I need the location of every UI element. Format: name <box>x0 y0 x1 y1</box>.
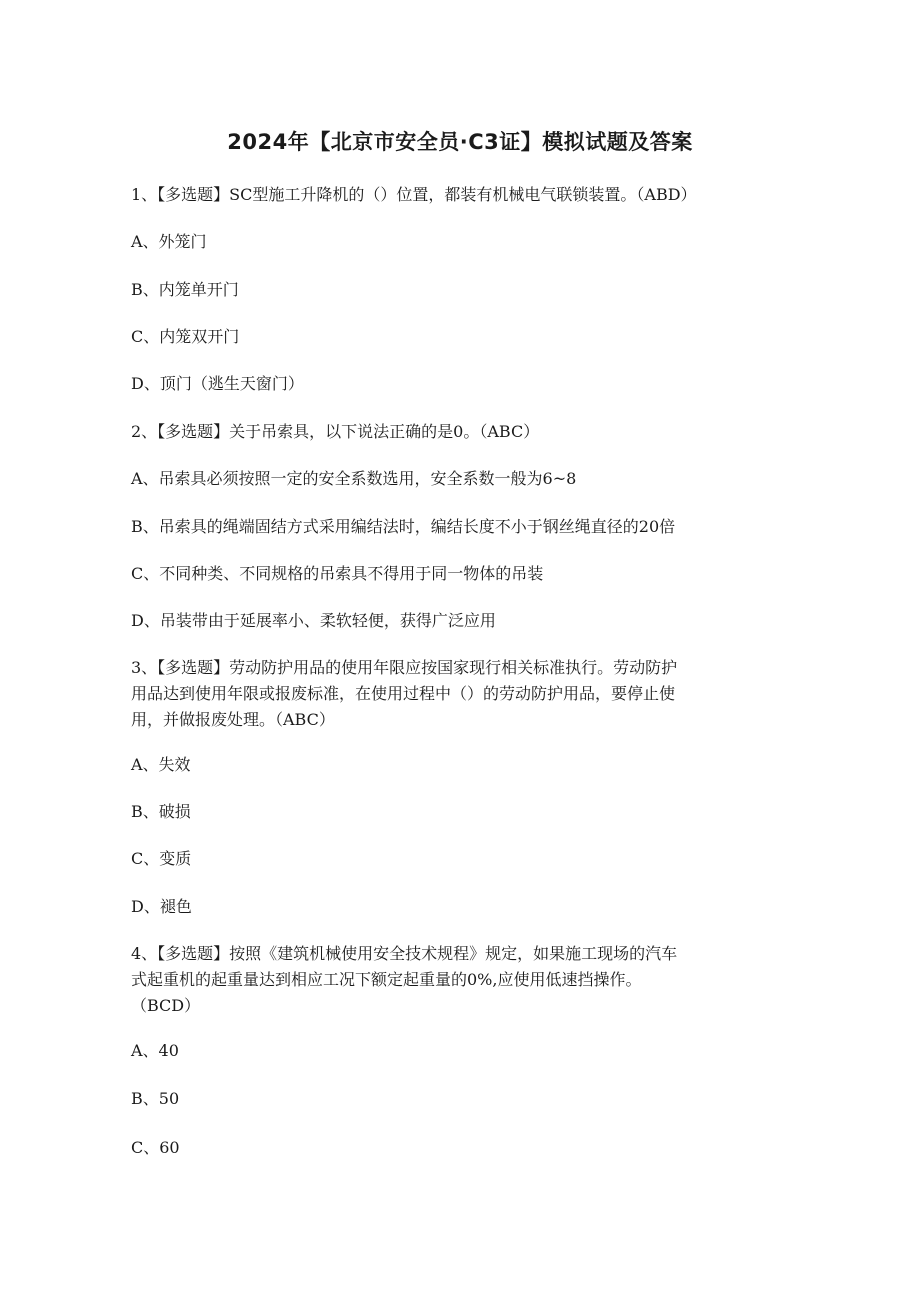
question-1-option-d: D、顶门（逃生天窗门） <box>131 374 304 393</box>
question-4-option-b: B、50 <box>131 1089 180 1108</box>
question-3-option-d: D、褪色 <box>131 897 192 916</box>
question-4-stem-line-3: （BCD） <box>131 996 201 1015</box>
question-4-option-c: C、60 <box>131 1138 180 1157</box>
question-2-option-b: B、吊索具的绳端固结方式采用编结法时，编结长度不小于钢丝绳直径的20倍 <box>131 517 676 536</box>
question-4-stem-line-1: 4、【多选题】按照《建筑机械使用安全技术规程》规定，如果施工现场的汽车 <box>131 944 678 963</box>
question-3-option-a: A、失效 <box>131 755 191 774</box>
question-3-stem-line-1: 3、【多选题】劳动防护用品的使用年限应按国家现行相关标准执行。劳动防护 <box>131 658 678 677</box>
question-4-stem-line-2: 式起重机的起重量达到相应工况下额定起重量的0%,应使用低速挡操作。 <box>131 970 642 989</box>
question-2-option-c: C、不同种类、不同规格的吊索具不得用于同一物体的吊装 <box>131 564 544 583</box>
page-title: 2024年【北京市安全员·C3证】模拟试题及答案 <box>227 130 693 154</box>
question-1-option-a: A、外笼门 <box>131 232 207 251</box>
question-3-option-b: B、破损 <box>131 802 191 821</box>
question-1-option-b: B、内笼单开门 <box>131 280 239 299</box>
question-3-stem-line-2: 用品达到使用年限或报废标准，在使用过程中（）的劳动防护用品，要停止使 <box>131 684 676 703</box>
question-4-option-a: A、40 <box>131 1041 179 1060</box>
question-2-option-d: D、吊装带由于延展率小、柔软轻便，获得广泛应用 <box>131 611 496 630</box>
question-1-option-c: C、内笼双开门 <box>131 327 240 346</box>
question-3-option-c: C、变质 <box>131 849 192 868</box>
question-2-option-a: A、吊索具必须按照一定的安全系数选用，安全系数一般为6~8 <box>131 469 577 488</box>
question-3-stem-line-3: 用，并做报废处理。（ABC） <box>131 710 335 729</box>
question-2-stem: 2、【多选题】关于吊索具，以下说法正确的是0。（ABC） <box>131 422 540 441</box>
question-1-stem: 1、【多选题】SC型施工升降机的（）位置，都装有机械电气联锁装置。（ABD） <box>131 185 697 204</box>
